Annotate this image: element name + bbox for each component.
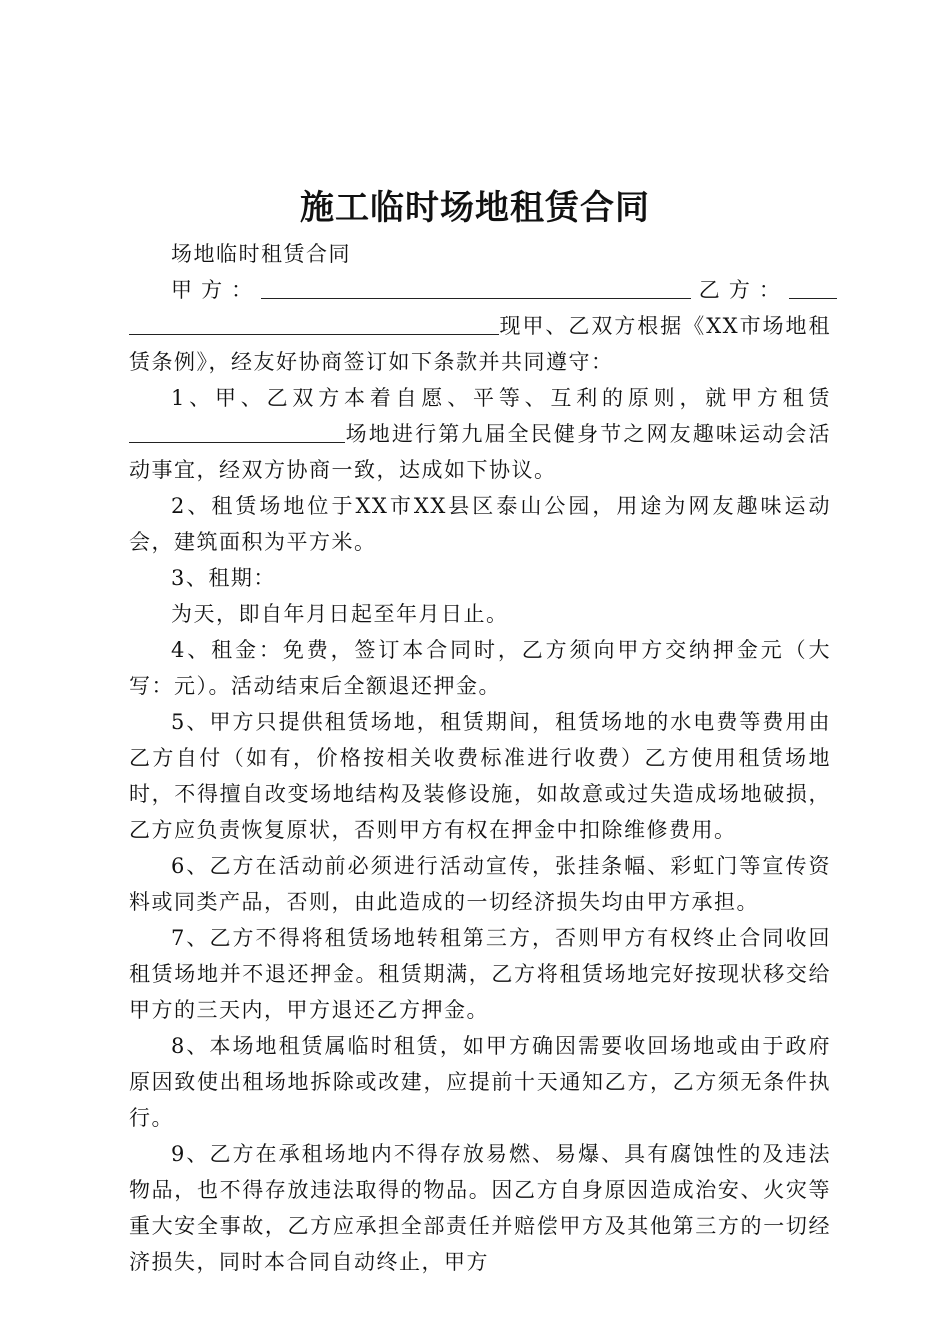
party-a-blank: [261, 276, 691, 299]
subtitle-text: 场地临时租赁合同: [171, 242, 351, 266]
clause-3-heading: 3、租期：: [171, 566, 276, 590]
clause-1-head: 1、甲、乙双方本着自愿、平等、互利的原则，就甲方租赁: [171, 386, 831, 410]
party-a-label: 甲方：: [171, 278, 262, 302]
document-body: [129, 236, 831, 1280]
clause-8: 8、本场地租赁属临时租赁，如甲方确因需要收回场地或由于政府原因致使出租场地拆除或改建，应提前十天通知乙方，乙方须无条件执行。: [129, 1034, 831, 1130]
clause-1-tail: 场地进行第九届全民健身节之网友趣味运动会活动事宜，经双方协商一致，达成如下协议。: [129, 422, 831, 482]
clause-6: 6、乙方在活动前必须进行活动宣传，张挂条幅、彩虹门等宣传资料或同类产品，否则，由此造成的一切经济损失均由甲方承担。: [129, 854, 831, 914]
party-b-label: 乙方：: [691, 278, 790, 302]
intro-text: 现甲、乙双方根据《XX市场地租赁条例》，经友好协商签订如下条款并共同遵守：: [129, 314, 831, 374]
subtitle: [129, 236, 831, 272]
clause-4: 4、租金：免费，签订本合同时，乙方须向甲方交纳押金元（大写：元）。活动结束后全额退还押金。: [129, 638, 831, 698]
parties-line: [129, 272, 831, 380]
party-b-blank-continued: [129, 312, 499, 335]
clause-5: 5、甲方只提供租赁场地，租赁期间，租赁场地的水电费等费用由乙方自付（如有，价格按相关收费标准进行收费）乙方使用租赁场地时，不得擅自改变场地结构及装修设施，如故意或过失造成场地破损，乙方应负责恢复原状，否则甲方有权在押金中扣除维修费用。: [129, 710, 831, 842]
document-title: 施工临时场地租赁合同: [300, 188, 650, 228]
clause-7: 7、乙方不得将租赁场地转租第三方，否则甲方有权终止合同收回租赁场地并不退还押金。租赁期满，乙方将租赁场地完好按现状移交给甲方的三天内，甲方退还乙方押金。: [129, 926, 831, 1022]
clause-3-body: 为天，即自年月日起至年月日止。: [171, 602, 509, 626]
clause-1: [129, 380, 831, 488]
party-b-blank: [789, 276, 837, 299]
lease-site-blank: [129, 420, 345, 443]
clause-2: 2、租赁场地位于XX市XX县区泰山公园，用途为网友趣味运动会，建筑面积为平方米。: [129, 494, 831, 554]
clause-9: 9、乙方在承租场地内不得存放易燃、易爆、具有腐蚀性的及违法物品，也不得存放违法取得的物品。因乙方自身原因造成治安、火灾等重大安全事故，乙方应承担全部责任并赔偿甲方及其他第三方的一切经济损失，同时本合同自动终止，甲方: [129, 1142, 831, 1274]
